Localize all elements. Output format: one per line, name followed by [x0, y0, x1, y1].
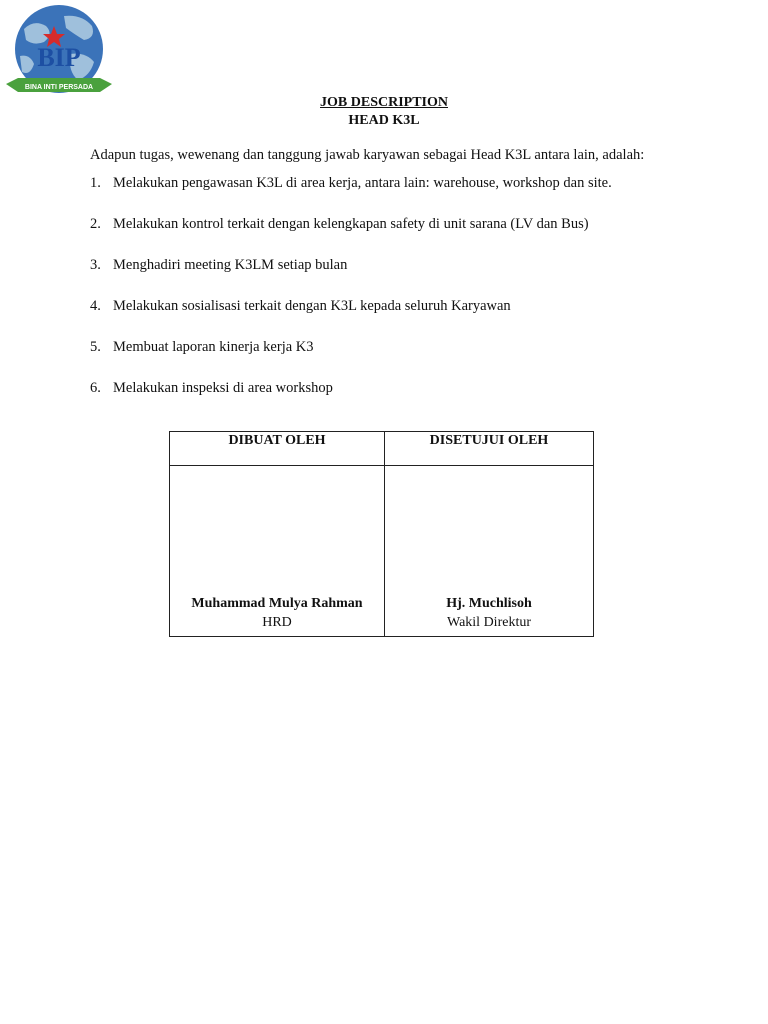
signature-table — [169, 431, 594, 637]
svg-text:BINA INTI PERSADA: BINA INTI PERSADA — [24, 84, 94, 91]
approved-by-role: Wakil Direktur — [446, 615, 531, 630]
made-by-role: HRD — [262, 615, 292, 630]
list-item: 4. Melakukan sosialisasi terkait dengan K3L kepada seluruh Karyawan — [90, 298, 511, 314]
approved-by-name: Hj. Muchlisoh — [446, 596, 532, 611]
list-item: 6. Melakukan inspeksi di area workshop — [90, 380, 333, 396]
document-subtitle: HEAD K3L — [348, 113, 420, 128]
approved-by-signature-cell — [385, 466, 594, 637]
list-item: 1. Melakukan pengawasan K3L di area kerja, antara lain: warehouse, workshop dan site. — [90, 175, 612, 191]
intro-paragraph: Adapun tugas, wewenang dan tanggung jawab karyawan sebagai Head K3L antara lain, adalah: — [90, 147, 645, 163]
made-by-header: DIBUAT OLEH — [170, 432, 385, 466]
approved-by-header: DISETUJUI OLEH — [385, 432, 594, 466]
list-item: 2. Melakukan kontrol terkait dengan kelengkapan safety di unit sarana (LV dan Bus) — [90, 216, 589, 232]
list-item: 5. Membuat laporan kinerja kerja K3 — [90, 339, 314, 355]
document-title: JOB DESCRIPTION — [320, 95, 448, 110]
task-list — [90, 173, 612, 419]
made-by-name: Muhammad Mulya Rahman — [191, 596, 363, 611]
company-logo — [4, 4, 114, 104]
list-item: 3. Menghadiri meeting K3LM setiap bulan — [90, 257, 348, 273]
svg-text:BIP: BIP — [37, 43, 81, 72]
made-by-signature-cell — [170, 466, 385, 637]
